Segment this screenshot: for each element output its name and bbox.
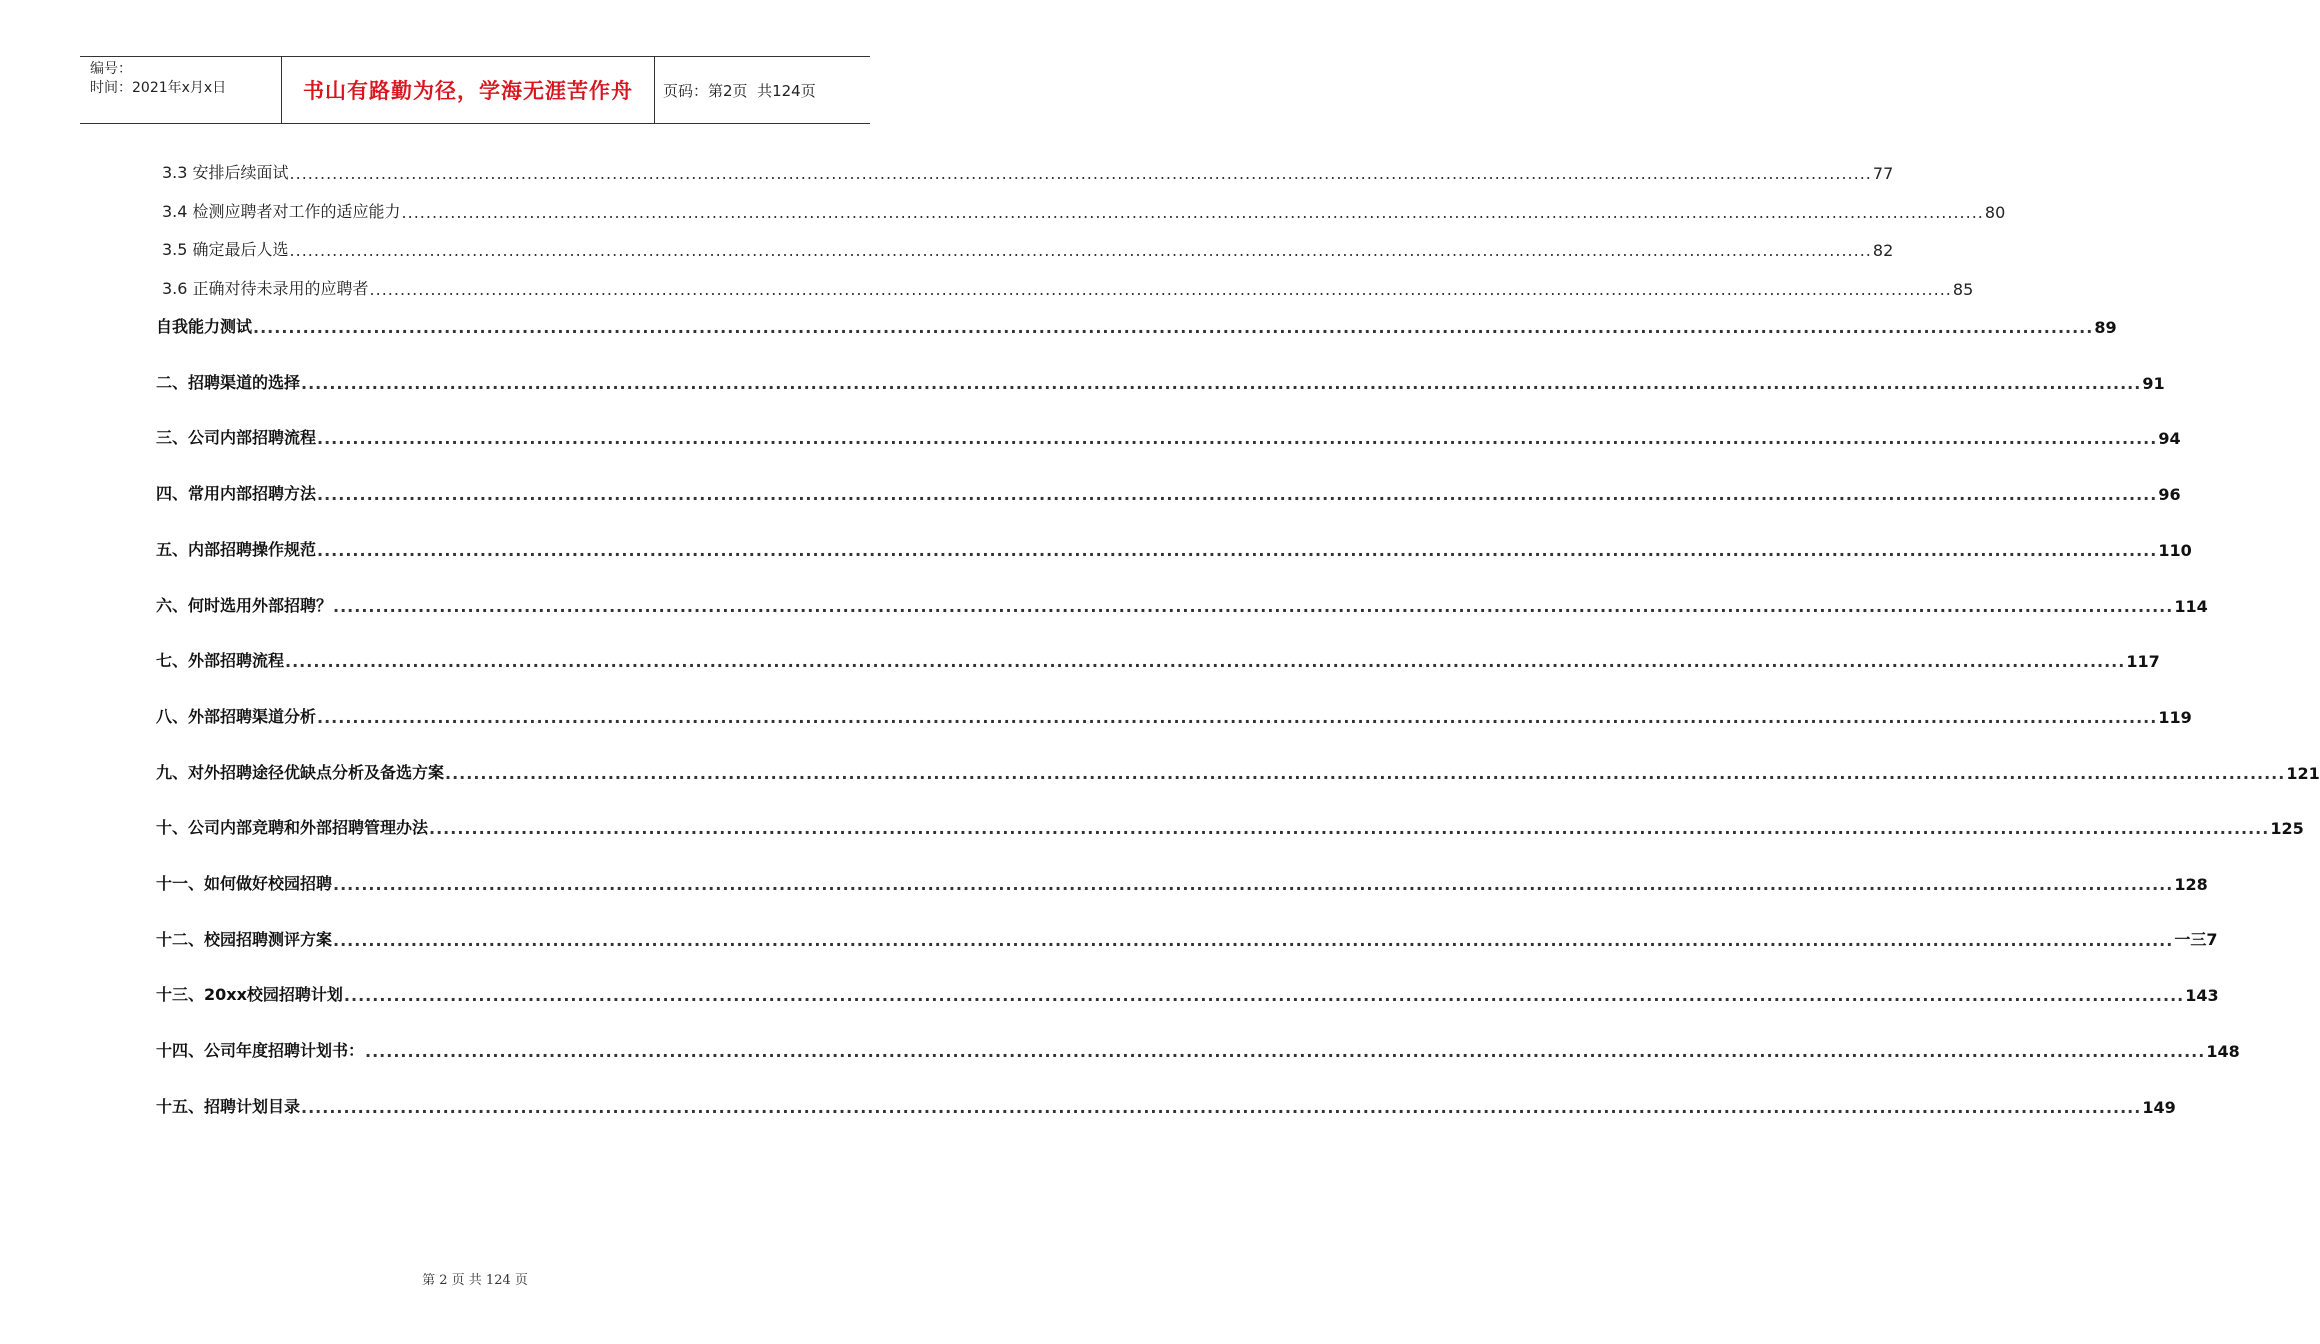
header-page-info: 页码：第2页 共124页 xyxy=(663,81,816,100)
toc-entry-title: 十四、公司年度招聘计划书： xyxy=(156,1041,365,1061)
toc-entry[interactable] xyxy=(156,704,2192,727)
toc-entry-title: 自我能力测试 xyxy=(156,317,253,336)
toc-leader-dots: .................................................................................................................................................................................................................................................................... xyxy=(285,652,2126,672)
toc-entry-title: 六、何时选用外部招聘？ xyxy=(156,595,333,615)
toc-entry[interactable] xyxy=(156,481,2181,505)
header-motto: 书山有路勤为径，学海无涯苦作舟 xyxy=(282,57,655,123)
toc-leader-dots: .................................................................................................................................................................................................................................................................... xyxy=(301,1097,2142,1117)
toc-entry[interactable] xyxy=(156,425,2181,449)
toc-entry[interactable] xyxy=(156,871,2208,894)
toc-leader-dots: .................................................................................................................................................................................................................................................................... xyxy=(317,540,2158,560)
toc-leader-dots: .................................................................................................................................................................................................................................................................... xyxy=(369,280,1952,299)
toc-leader-dots: .................................................................................................................................................................................................................................................................... xyxy=(343,986,2185,1006)
toc-entry-title: 三、公司内部招聘流程 xyxy=(156,428,317,448)
toc-entry-title: 3.5 确定最后人选 xyxy=(162,240,289,259)
toc-entry-page: 96 xyxy=(2158,485,2181,505)
toc-entry-title: 七、外部招聘流程 xyxy=(156,651,285,671)
toc-entry[interactable] xyxy=(156,1038,2240,1062)
toc-leader-dots: .................................................................................................................................................................................................................................................................... xyxy=(253,318,2094,337)
toc-entry[interactable] xyxy=(162,276,1974,299)
toc-entry[interactable] xyxy=(156,927,2218,950)
toc-entry-page: 143 xyxy=(2185,986,2219,1006)
toc-entry-title: 十三、20xx校园招聘计划 xyxy=(156,985,343,1005)
toc-leader-dots: .................................................................................................................................................................................................................................................................... xyxy=(333,875,2174,894)
toc-entry-title: 3.6 正确对待未录用的应聘者 xyxy=(162,279,369,298)
toc-entry-title: 十二、校园招聘测评方案 xyxy=(156,929,333,949)
toc-entry-title: 十、公司内部竞聘和外部招聘管理办法 xyxy=(156,818,429,838)
toc-entry[interactable] xyxy=(156,314,2117,337)
toc-entry-page: 121 xyxy=(2286,763,2320,783)
toc-leader-dots: .................................................................................................................................................................................................................................................................... xyxy=(445,763,2286,783)
toc-entry-title: 五、内部招聘操作规范 xyxy=(156,539,317,559)
toc-entry-title: 八、外部招聘渠道分析 xyxy=(156,706,317,726)
toc-entry[interactable] xyxy=(156,648,2160,672)
toc-entry-title: 四、常用内部招聘方法 xyxy=(156,484,317,504)
page-header xyxy=(80,56,870,124)
toc-entry-page: 82 xyxy=(1872,241,1894,260)
toc-entry-title: 3.3 安排后续面试 xyxy=(162,163,289,182)
toc-leader-dots: .................................................................................................................................................................................................................................................................... xyxy=(401,203,1984,222)
toc-entry-page: 117 xyxy=(2126,652,2160,672)
toc-entry-title: 3.4 检测应聘者对工作的适应能力 xyxy=(162,202,401,221)
toc-entry-page: 148 xyxy=(2206,1042,2240,1062)
toc-entry-page: 119 xyxy=(2158,707,2192,727)
toc-entry-page: 125 xyxy=(2270,819,2304,839)
toc-leader-dots: .................................................................................................................................................................................................................................................................... xyxy=(317,485,2158,505)
toc-entry[interactable] xyxy=(162,199,2006,222)
toc-entry-page: 85 xyxy=(1952,280,1974,299)
toc-leader-dots: .................................................................................................................................................................................................................................................................... xyxy=(429,819,2270,839)
toc-entry-page: 94 xyxy=(2158,429,2181,449)
toc-entry[interactable] xyxy=(156,537,2192,560)
toc-entry-page: 128 xyxy=(2174,875,2208,894)
header-meta xyxy=(80,57,282,123)
toc-entry-page: 77 xyxy=(1872,164,1894,183)
toc-entry-title: 九、对外招聘途径优缺点分析及备选方案 xyxy=(156,762,445,782)
serial-number-label: 编号： xyxy=(90,61,132,77)
page-footer: 第 2 页 共 124 页 xyxy=(422,1273,528,1288)
toc-entry[interactable] xyxy=(156,760,2320,783)
date-label: 时间：2021年x月x日 xyxy=(90,80,227,96)
toc-entry[interactable] xyxy=(156,593,2208,616)
toc-entry[interactable] xyxy=(156,1094,2176,1117)
toc-entry[interactable] xyxy=(156,815,2304,839)
toc-entry[interactable] xyxy=(162,160,1894,183)
toc-entry-title: 二、招聘渠道的选择 xyxy=(156,372,301,392)
toc-entry-page: 一三7 xyxy=(2174,929,2218,949)
toc-entry-page: 91 xyxy=(2142,373,2165,393)
toc-leader-dots: .................................................................................................................................................................................................................................................................... xyxy=(301,373,2142,393)
toc-leader-dots: .................................................................................................................................................................................................................................................................... xyxy=(289,164,1872,183)
toc-leader-dots: .................................................................................................................................................................................................................................................................... xyxy=(333,930,2174,950)
toc-entry-page: 114 xyxy=(2174,596,2208,616)
toc-entry-page: 89 xyxy=(2094,318,2117,337)
toc-entry[interactable] xyxy=(162,237,1894,260)
toc-entry-title: 十一、如何做好校园招聘 xyxy=(156,874,333,893)
toc-leader-dots: .................................................................................................................................................................................................................................................................... xyxy=(289,241,1872,260)
toc-entry-title: 十五、招聘计划目录 xyxy=(156,1096,301,1116)
toc-leader-dots: .................................................................................................................................................................................................................................................................... xyxy=(317,707,2158,727)
toc-entry-page: 80 xyxy=(1984,203,2006,222)
toc-entry[interactable] xyxy=(156,982,2219,1006)
toc-leader-dots: .................................................................................................................................................................................................................................................................... xyxy=(317,429,2158,449)
toc-leader-dots: .................................................................................................................................................................................................................................................................... xyxy=(333,596,2174,616)
toc-entry[interactable] xyxy=(156,370,2165,393)
toc-leader-dots: .................................................................................................................................................................................................................................................................... xyxy=(365,1042,2206,1062)
toc-entry-page: 149 xyxy=(2142,1097,2176,1117)
toc-entry-page: 110 xyxy=(2158,540,2192,560)
